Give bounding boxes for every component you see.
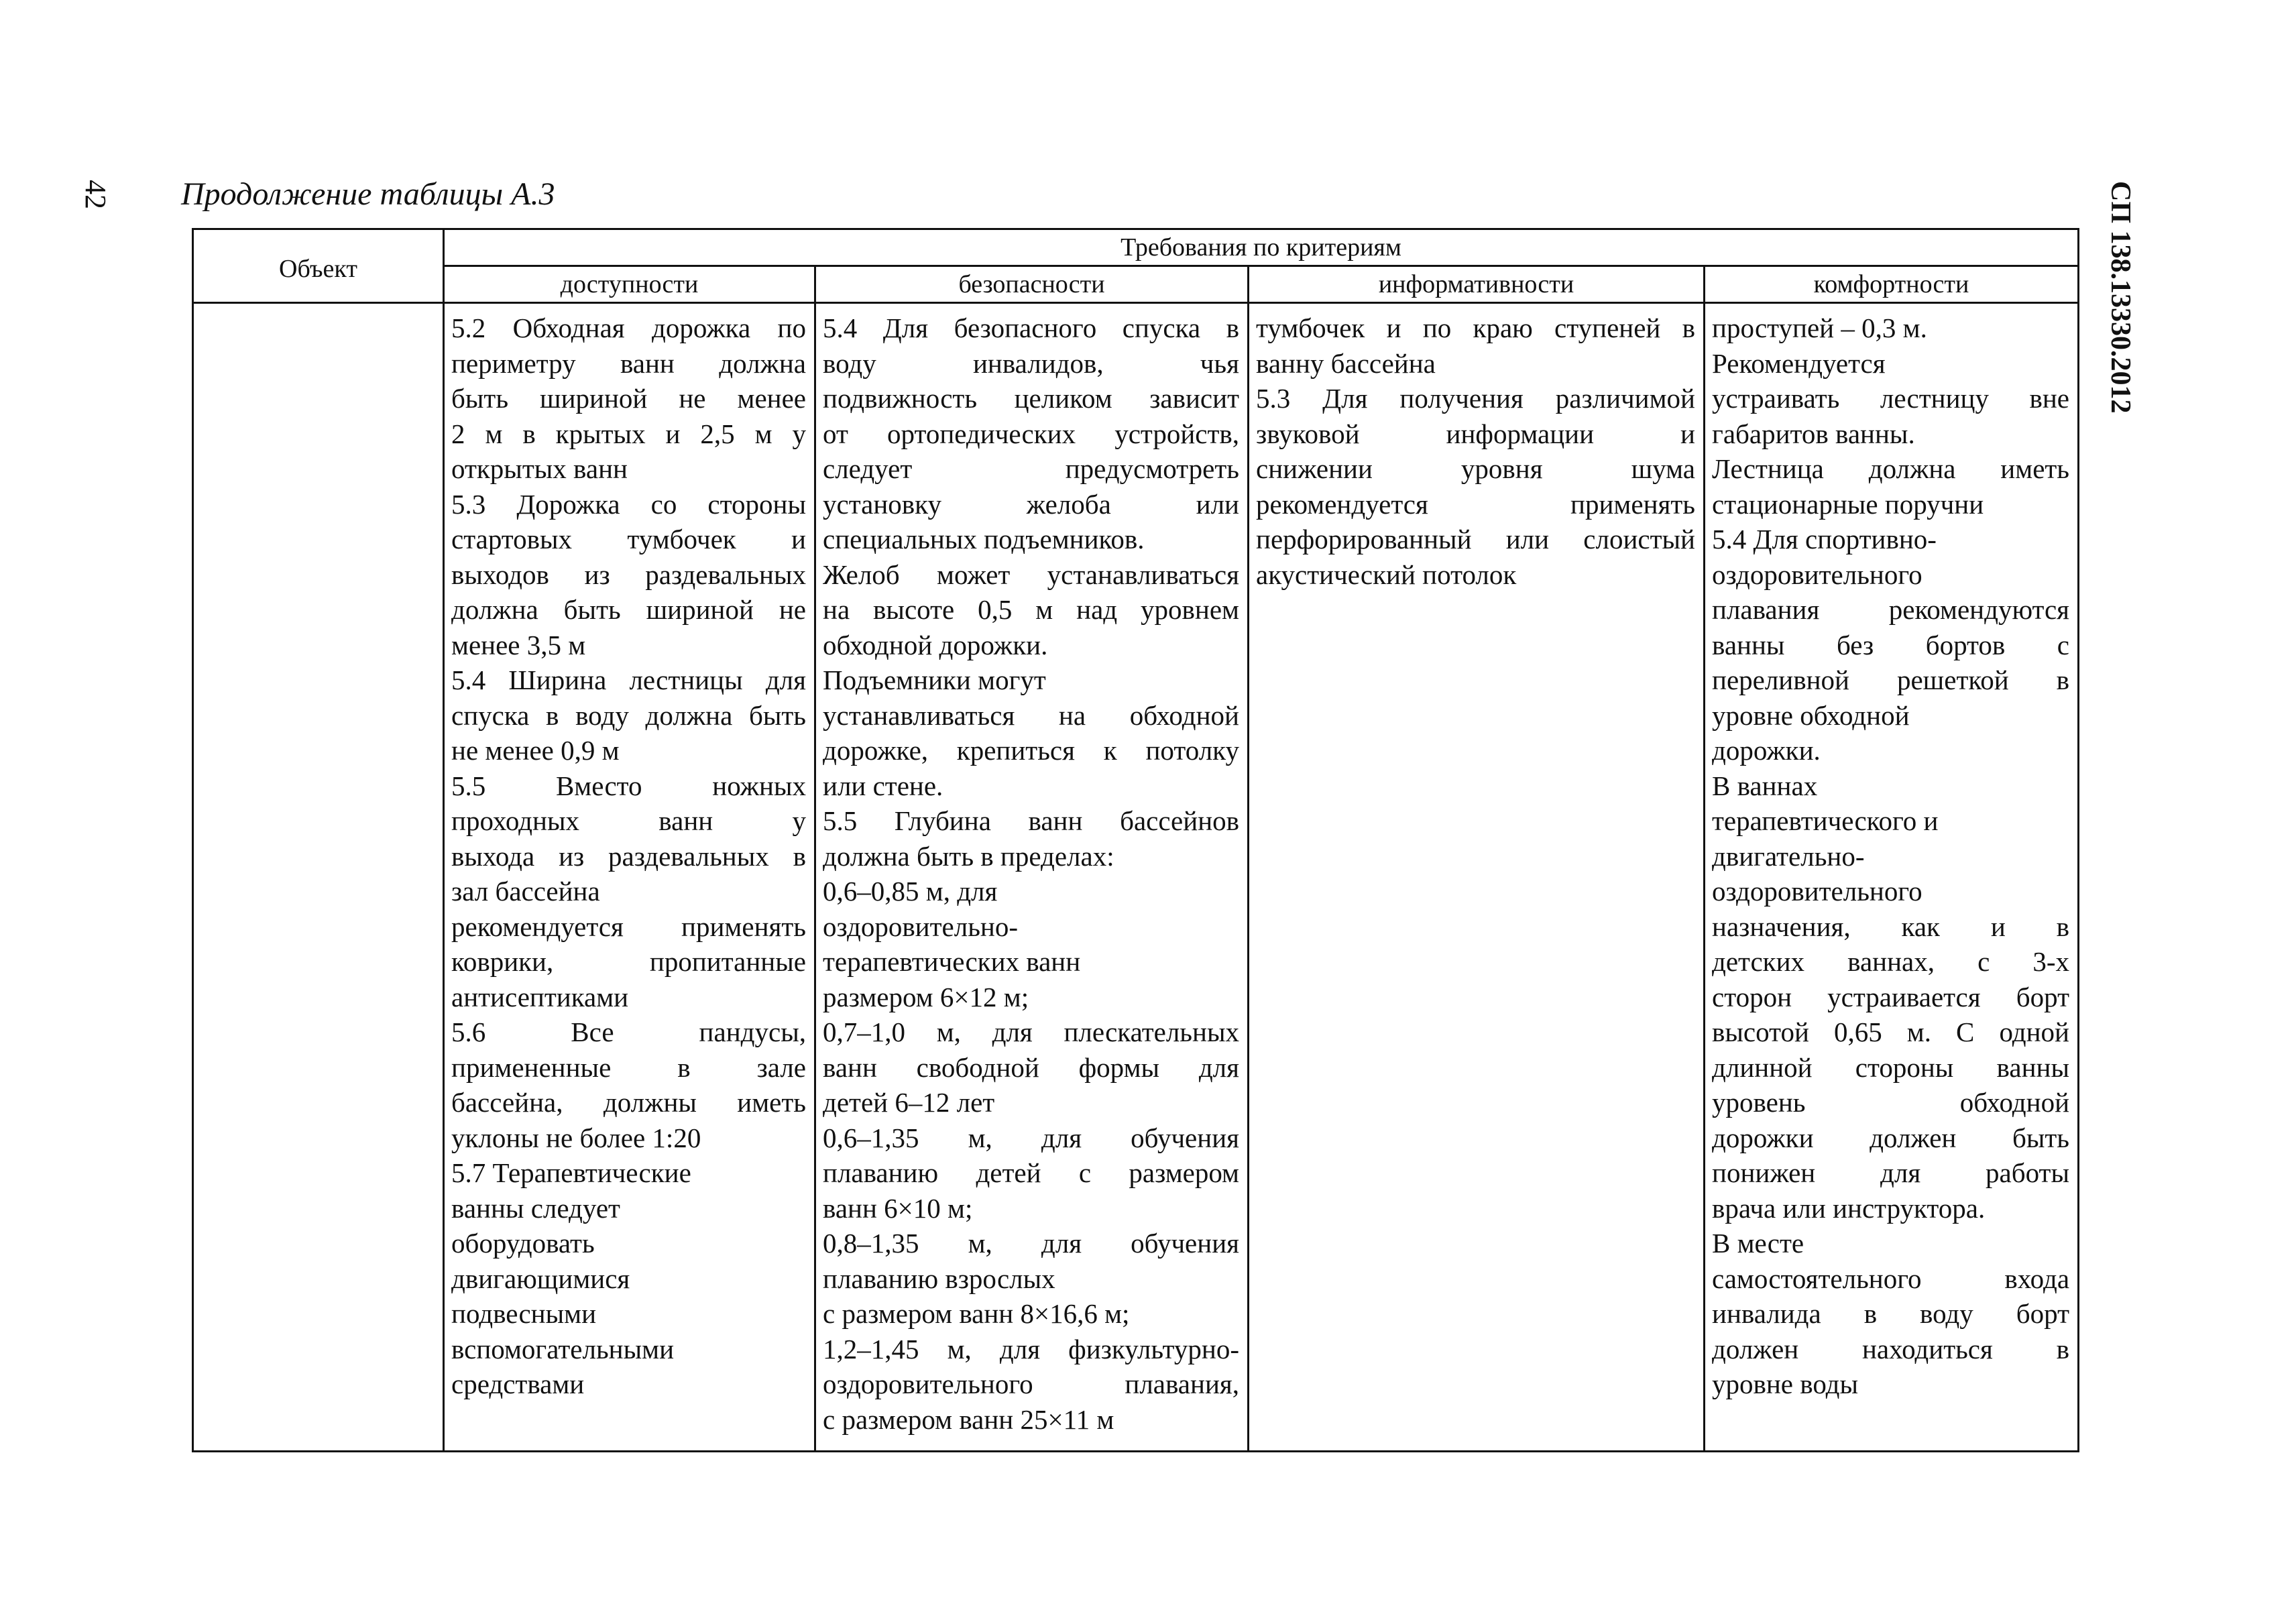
text-line: должна быть шириной не — [451, 594, 806, 625]
text-line: 5.5 Глубина ванн бассейнов — [823, 805, 1239, 836]
text-line: или стене. — [823, 770, 943, 801]
text-line: оздоровительного — [1712, 876, 1922, 907]
header-object: Объект — [193, 229, 444, 303]
text-line: 5.4 Ширина лестницы для — [451, 664, 806, 695]
text-line: уровне обходной — [1712, 699, 1910, 731]
text-line: 2 м в крытых и 2,5 м у — [451, 418, 806, 449]
text-line: 5.4 Для спортивно- — [1712, 524, 1937, 555]
text-line: плавания рекомендуются — [1712, 594, 2070, 625]
text-line: вспомогательными — [451, 1333, 675, 1365]
text-line: зал бассейна — [451, 876, 600, 907]
header-row-2 — [193, 266, 2079, 303]
text-line: дорожке, крепиться к потолку — [823, 735, 1239, 766]
text-line: обходной дорожки. — [823, 629, 1048, 660]
text-line: проходных ванн у — [451, 805, 806, 836]
text-line: выхода из раздевальных в — [451, 840, 806, 872]
text-line: тумбочек и по краю ступеней в — [1256, 312, 1695, 343]
text-line: с размером ванн 8×16,6 м; — [823, 1298, 1130, 1329]
text-line: быть шириной не менее — [451, 383, 806, 414]
cell-safety — [815, 303, 1249, 1452]
text-line: рекомендуется применять — [1256, 488, 1695, 520]
text-line: менее 3,5 м — [451, 629, 586, 660]
text-line: на высоте 0,5 м над уровнем — [823, 594, 1239, 625]
text-line: Подъемники могут — [823, 664, 1046, 695]
text-line: звуковой информации и — [1256, 418, 1695, 449]
text-line: акустический потолок — [1256, 559, 1517, 590]
text-line: 5.3 Для получения различимой — [1256, 383, 1695, 414]
text-line: самостоятельного входа — [1712, 1263, 2070, 1294]
text-line: оздоровительного плавания, — [823, 1369, 1239, 1399]
text-line: установку желоба или — [823, 488, 1239, 520]
document-code: СП 138.13330.2012 — [2105, 181, 2136, 414]
text-line: ванны без бортов с — [1712, 629, 2070, 660]
text-line: размером 6×12 м; — [823, 981, 1029, 1012]
text-line: плаванию детей с размером — [823, 1157, 1239, 1188]
text-line: устраивать лестницу вне — [1712, 383, 2070, 414]
text-line: сторон устраивается борт — [1712, 981, 2070, 1012]
text-line: должна быть в пределах: — [823, 840, 1114, 872]
text-line: перфорированный или слоистый — [1256, 524, 1695, 555]
text-line: спуска в воду должна быть — [451, 699, 806, 731]
text-line: оздоровительно- — [823, 911, 1018, 942]
header-safety: безопасности — [815, 266, 1249, 303]
text-line: средствами — [451, 1369, 585, 1399]
text-line: ванн 6×10 м; — [823, 1192, 973, 1224]
header-requirements: Требования по критериям — [444, 229, 2079, 266]
cell-informativeness — [1249, 303, 1705, 1452]
text-line: дорожки должен быть — [1712, 1122, 2070, 1153]
text-line: уклоны не более 1:20 — [451, 1122, 701, 1153]
text-line: от ортопедических устройств, — [823, 418, 1239, 449]
text-line: проступей – 0,3 м. — [1712, 312, 1927, 343]
text-line: подвесными — [451, 1298, 597, 1329]
text-line: терапевтического и — [1712, 805, 1939, 836]
text-line: дорожки. — [1712, 735, 1821, 766]
text-line: 1,2–1,45 м, для физкультурно- — [823, 1333, 1239, 1365]
table-continuation-caption: Продолжение таблицы А.3 — [181, 176, 555, 212]
text-line: детских ваннах, с 3-х — [1712, 946, 2070, 977]
text-line: 0,7–1,0 м, для плескательных — [823, 1017, 1239, 1047]
text-line: должен находиться в — [1712, 1333, 2070, 1365]
text-line: оборудовать — [451, 1228, 595, 1259]
text-line: 5.7 Терапевтические — [451, 1157, 691, 1188]
text-line: понижен для работы — [1712, 1157, 2070, 1188]
text-line: следует предусмотреть — [823, 453, 1239, 484]
cell-object — [193, 303, 444, 1452]
text-line: специальных подъемников. — [823, 524, 1145, 555]
header-comfort: комфортности — [1705, 266, 2079, 303]
text-line: не менее 0,9 м — [451, 735, 620, 766]
text-line: уровне воды — [1712, 1369, 1859, 1399]
text-line: с размером ванн 25×11 м — [823, 1403, 1114, 1435]
text-line: устанавливаться на обходной — [823, 699, 1239, 731]
cell-comfort — [1705, 303, 2079, 1452]
text-line: 0,6–1,35 м, для обучения — [823, 1122, 1239, 1153]
text-line: ванну бассейна — [1256, 347, 1436, 379]
header-row-1 — [193, 229, 2079, 266]
text-line: выходов из раздевальных — [451, 559, 806, 590]
text-line: терапевтических ванн — [823, 946, 1081, 977]
table-row — [193, 303, 2079, 1452]
text-line: примененные в зале — [451, 1051, 806, 1083]
text-line: 5.6 Все пандусы, — [451, 1017, 806, 1047]
text-line: габаритов ванны. — [1712, 418, 1915, 449]
text-line: подвижность целиком зависит — [823, 383, 1239, 414]
text-line: уровень обходной — [1712, 1087, 2070, 1118]
text-line: 5.3 Дорожка со стороны — [451, 488, 806, 520]
text-line: 0,8–1,35 м, для обучения — [823, 1228, 1239, 1259]
text-line: стартовых тумбочек и — [451, 524, 806, 555]
text-line: открытых ванн — [451, 453, 628, 484]
requirements-table — [192, 228, 2079, 1452]
text-line: двигательно- — [1712, 840, 1865, 872]
text-line: двигающимися — [451, 1263, 630, 1294]
text-line: 5.4 Для безопасного спуска в — [823, 312, 1239, 343]
text-line: Желоб может устанавливаться — [823, 559, 1239, 590]
text-line: коврики, пропитанные — [451, 946, 806, 977]
header-informativeness: информативности — [1249, 266, 1705, 303]
text-line: назначения, как и в — [1712, 911, 2070, 942]
cell-accessibility — [444, 303, 815, 1452]
text-line: высотой 0,65 м. С одной — [1712, 1017, 2070, 1047]
text-line: врача или инструктора. — [1712, 1192, 1986, 1224]
text-line: Рекомендуется — [1712, 347, 1886, 379]
text-line: В ваннах — [1712, 770, 1818, 801]
text-line: бассейна, должны иметь — [451, 1087, 806, 1118]
text-line: 5.5 Вместо ножных — [451, 770, 806, 801]
text-line: 0,6–0,85 м, для — [823, 876, 998, 907]
text-line: В месте — [1712, 1228, 1804, 1259]
text-line: ванны следует — [451, 1192, 620, 1224]
text-line: 5.2 Обходная дорожка по — [451, 312, 806, 343]
header-accessibility: доступности — [444, 266, 815, 303]
text-line: инвалида в воду борт — [1712, 1298, 2070, 1329]
text-line: периметру ванн должна — [451, 347, 806, 379]
text-line: рекомендуется применять — [451, 911, 806, 942]
text-line: детей 6–12 лет — [823, 1087, 995, 1118]
text-line: длинной стороны ванны — [1712, 1051, 2070, 1083]
text-line: переливной решеткой в — [1712, 664, 2070, 695]
text-line: Лестница должна иметь — [1712, 453, 2070, 484]
text-line: оздоровительного — [1712, 559, 1922, 590]
text-line: стационарные поручни — [1712, 488, 1984, 520]
text-line: воду инвалидов, чья — [823, 347, 1239, 379]
text-line: антисептиками — [451, 981, 629, 1012]
text-line: снижении уровня шума — [1256, 453, 1695, 484]
page-number: 42 — [79, 180, 112, 209]
text-line: ванн свободной формы для — [823, 1051, 1239, 1083]
text-line: плаванию взрослых — [823, 1263, 1055, 1294]
